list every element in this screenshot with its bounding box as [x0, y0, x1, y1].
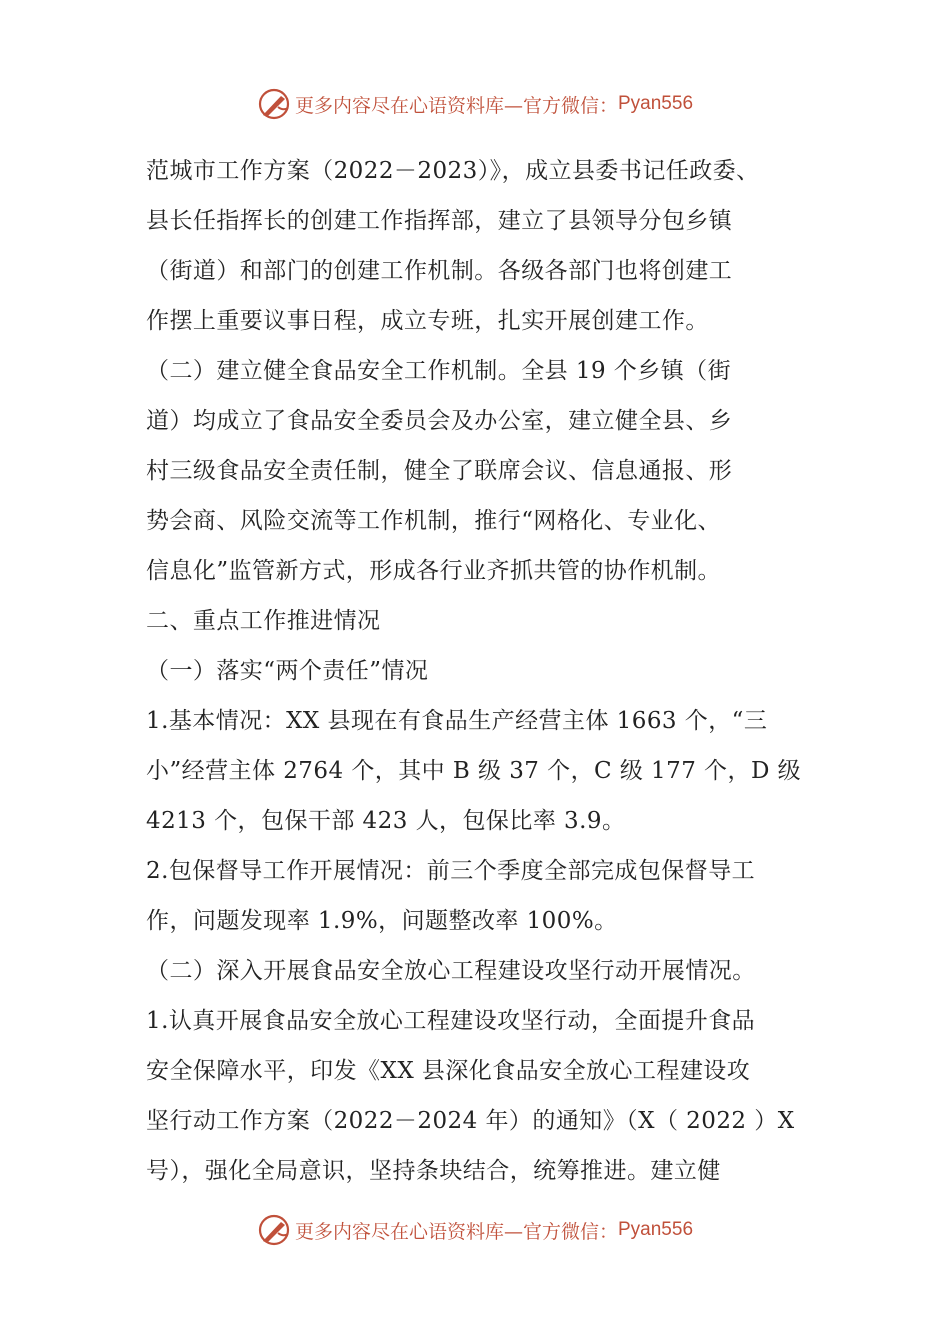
text-line: 1.基本情况：XX 县现在有食品生产经营主体 1663 个，“三 — [146, 708, 768, 734]
pen-circle-logo-icon — [257, 87, 291, 121]
text-line: 作，问题发现率 1.9%，问题整改率 100%。 — [146, 908, 618, 934]
text-line: 县长任指挥长的创建工作指挥部，建立了县领导分包乡镇 — [146, 208, 733, 234]
text-line: （一）落实“两个责任”情况 — [146, 658, 429, 684]
text-line: 号），强化全局意识，坚持条块结合，统筹推进。建立健 — [146, 1158, 721, 1184]
footer-banner — [0, 1210, 950, 1250]
text-line: 2.包保督导工作开展情况：前三个季度全部完成包保督导工 — [146, 858, 756, 884]
text-line: 二、重点工作推进情况 — [146, 608, 381, 634]
text-line: 1.认真开展食品安全放心工程建设攻坚行动，全面提升食品 — [146, 1008, 756, 1034]
footer-wechat-id: Pyan556 — [618, 1219, 694, 1240]
footer-banner-text: 更多内容尽在心语资料库—官方微信： — [294, 1220, 618, 1243]
text-line: （二）建立健全食品安全工作机制。全县 19 个乡镇（街 — [146, 358, 732, 384]
text-line: （二）深入开展食品安全放心工程建设攻坚行动开展情况。 — [146, 958, 756, 984]
text-line: 村三级食品安全责任制，健全了联席会议、信息通报、形 — [146, 458, 733, 484]
header-banner-text: 更多内容尽在心语资料库—官方微信： — [294, 94, 618, 117]
text-line: 势会商、风险交流等工作机制，推行“网格化、专业化、 — [146, 508, 722, 534]
text-line: 4213 个，包保干部 423 人，包保比率 3.9。 — [146, 808, 626, 834]
text-line: 道）均成立了食品安全委员会及办公室，建立健全县、乡 — [146, 408, 733, 434]
text-line: 坚行动工作方案（2022－2024 年）的通知》（X（ 2022 ）X — [146, 1108, 795, 1134]
header-banner — [0, 84, 950, 124]
text-line: 小”经营主体 2764 个，其中 B 级 37 个，C 级 177 个，D 级 — [146, 758, 802, 784]
text-line: 作摆上重要议事日程，成立专班，扎实开展创建工作。 — [146, 308, 709, 334]
text-line: （街道）和部门的创建工作机制。各级各部门也将创建工 — [146, 258, 733, 284]
header-wechat-id: Pyan556 — [618, 93, 694, 114]
document-body — [146, 146, 816, 1196]
text-line: 信息化”监管新方式，形成各行业齐抓共管的协作机制。 — [146, 558, 722, 584]
text-line: 安全保障水平，印发《XX 县深化食品安全放心工程建设攻 — [146, 1058, 751, 1084]
pen-circle-logo-icon — [257, 1213, 291, 1247]
text-line: 范城市工作方案（2022－2023）》，成立县委书记任政委、 — [146, 158, 760, 184]
